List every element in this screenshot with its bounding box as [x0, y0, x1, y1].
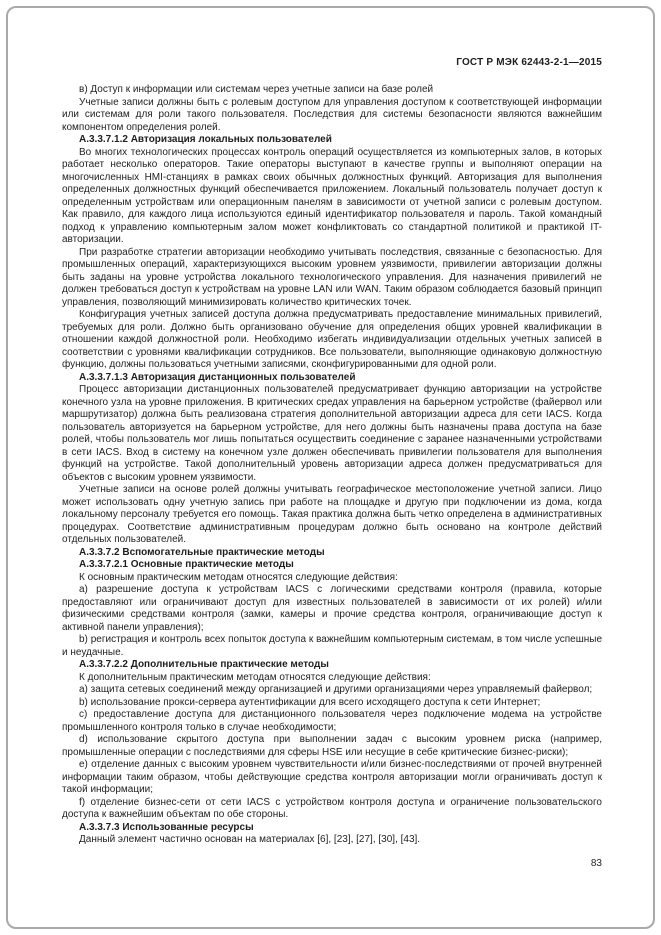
paragraph: с) предоставление доступа для дистанционного пользователя через подключение модема на устройстве промышленного контроля только в случае необходимости;	[62, 709, 602, 733]
page-number: 83	[590, 858, 602, 869]
section-heading: А.3.3.7.2.2 Дополнительные практические методы	[79, 659, 329, 670]
section-heading: А.3.3.7.3 Использованные ресурсы	[79, 821, 254, 833]
paragraph: f) отделение бизнес-сети от сети IACS с устройством контроля доступа и ограничение пользовательского доступа к важнейшим объектам по обе стороны.	[62, 796, 602, 820]
section-heading: А.3.3.7.1.3 Авторизация дистанционных пользователей	[79, 371, 356, 383]
paragraph: b) регистрация и контроль всех попыток доступа к важнейшим компьютерным системам, в том числе успешные и неудачные.	[62, 634, 602, 658]
paragraph: При разработке стратегии авторизации необходимо учитывать последствия, связанные с безопасностью. Для промышленных операций, характеризующихся высоким уровнем уязвимости, привилегии авторизации должны быть заданы на уровне устройства локального технологического управления. Для назначения привилегий не должен требоваться доступ к устройствам на уровне LAN или WAN. Таким образом соблюдается базовый принцип управления, позволяющий минимизировать количество критических точек.	[62, 246, 602, 308]
paragraph: в) Доступ к информации или системам через учетные записи на базе ролей	[79, 84, 434, 95]
paragraph: К дополнительным практическим методам относятся следующие действия:	[79, 671, 431, 683]
document-body	[62, 84, 602, 847]
paragraph: Учетные записи на основе ролей должны учитывать географическое местоположение учетной записи. Лицо может использовать одну учетную запись при работе на площадке и другую при подключении из дома, когда локальному персоналу требуется его помощь. Такая практика должна быть четко определена в административных процедурах. Соответствие административным процедурам должно быть основано на контроле действий отдельных пользователей.	[62, 484, 602, 545]
paragraph: е) отделение данных с высоким уровнем чувствительности и/или бизнес-последствиями от прочей внутренней информации таким образом, чтобы действующие средства контроля авторизации могли ограничивать доступ к такой информации;	[62, 759, 602, 795]
paragraph: d) использование скрытого доступа при выполнении задач с высоким уровнем риска (например, промышленные операции с последствиями для сферы HSE или несущие в себе критические бизнес-риски);	[62, 734, 602, 758]
paragraph: К основным практическим методам относятся следующие действия:	[79, 571, 398, 583]
paragraph: Конфигурация учетных записей доступа должна предусматривать предоставление минимальных привилегий, требуемых для роли. Должно быть организовано обучение для определения общих уровней квалификации в отношении каждой должностной роли. Необходимо избегать индивидуализации отдельных учетных записей в соответствии с уровнями квалификации сотрудников. Все пользователи, выполняющие одинаковую должностную функцию, должны пользоваться учетными записями, сконфигурированными для одной роли.	[62, 309, 602, 370]
section-heading: А.3.3.7.1.2 Авторизация локальных пользователей	[79, 134, 332, 145]
paragraph: а) защита сетевых соединений между организацией и другими организациями через управляемый файервол;	[79, 684, 593, 695]
paragraph: Данный элемент частично основан на материалах [6], [23], [27], [30], [43].	[79, 834, 421, 845]
standard-number: ГОСТ Р МЭК 62443-2-1—2015	[456, 57, 602, 68]
page-header	[62, 57, 602, 68]
section-heading: А.3.3.7.2.1 Основные практические методы	[79, 559, 294, 570]
page-footer	[62, 858, 602, 869]
section-heading: А.3.3.7.2 Вспомогательные практические методы	[79, 546, 325, 558]
paragraph: Процесс авторизации дистанционных пользователей предусматривает функцию авторизации на устройстве конечного узла на уровне приложения. В критических средах управления на барьерном устройстве (файервол или маршрутизатор) должна быть реализована стратегия дополнительной авторизации адреса для сети IACS. Когда пользователь авторизуется на барьерном устройстве, для него должны быть назначены права доступа на базе ролей, чтобы пользователь мог лишь попытаться осуществить соединение с заранее назначенными устройствами в сети IACS. Вход в систему на конечном узле должен обеспечивать привилегии пользователя для выполнения функций на устройстве. Такой дополнительный уровень авторизации адреса должен предусматриваться для объектов с высоким уровнем уязвимости.	[62, 384, 602, 483]
paragraph: b) использование прокси-сервера аутентификации для всего исходящего доступа к сети Интернет;	[79, 696, 541, 708]
paragraph: Во многих технологических процессах контроль операций осуществляется из компьютерных залов, в которых работает несколько операторов. Такие операторы выступают в качестве группы и выполняют операции на многочисленных HMI-станциях в рамках своих обычных должностных функций. Авторизация для выполнения определенных должностных функций обеспечивается приложением. Локальный пользователь получает доступ к определенным устройствам или операционным панелям в зависимости от учетной записи с ролевым доступом. Как правило, для каждого лица используются единый идентификатор пользователя и пароль. Такой командный подход к управлению компьютерным залом может конфликтовать со стандартной политикой и практикой IT-авторизации.	[62, 146, 602, 245]
paragraph: а) разрешение доступа к устройствам IACS с логическими средствами контроля (правила, которые предоставляют или ограничивают доступ для известных пользователей в зависимости от их ролей) и/или физическими средствами контроля (замки, камеры и прочие средства контроля, ограничивающие доступ к активной панели управления);	[62, 584, 602, 633]
paragraph: Учетные записи должны быть с ролевым доступом для управления доступом к соответствующей информации или системам для роли такого пользователя. Последствия для системы безопасности являются важнейшим компонентом определения ролей.	[62, 96, 602, 133]
